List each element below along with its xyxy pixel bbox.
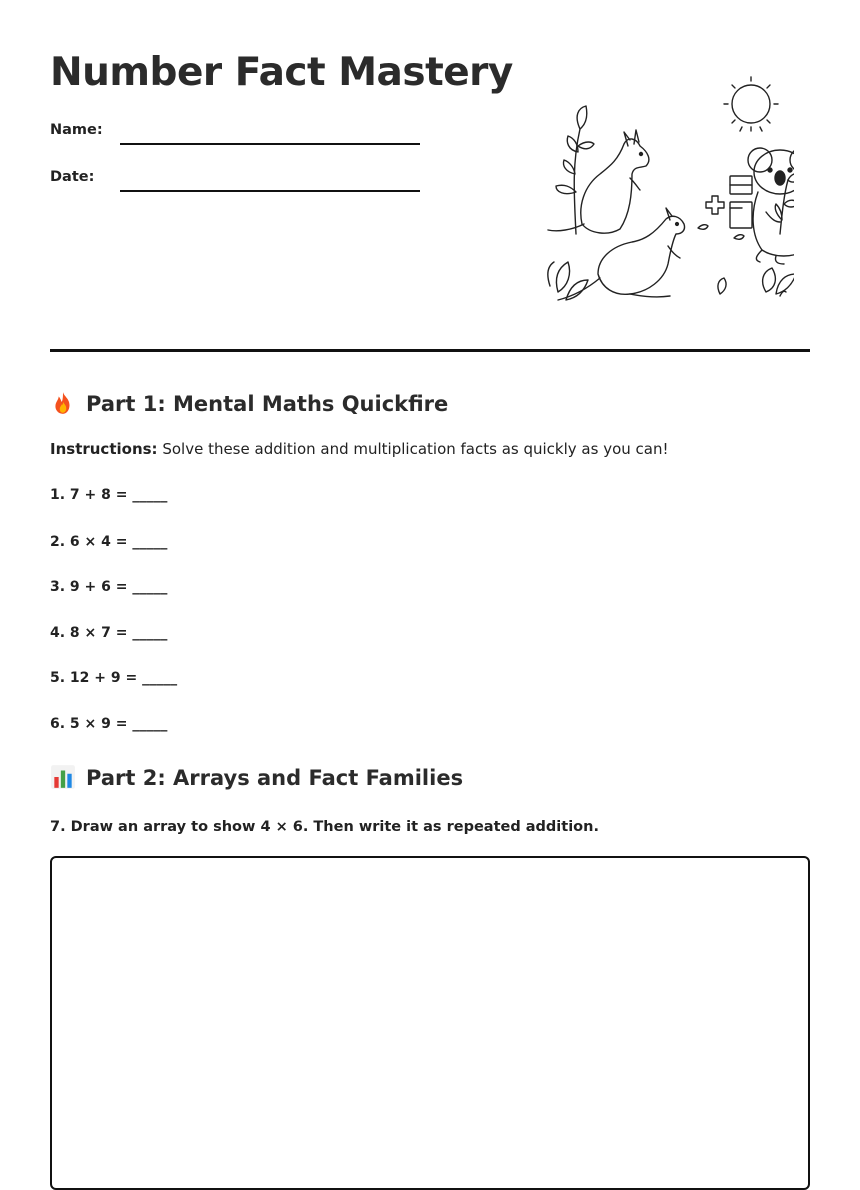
sun-icon <box>724 77 778 131</box>
instructions-label: Instructions: <box>50 440 158 458</box>
instructions-text: Solve these addition and multiplication facts as quickly as you can! <box>157 440 669 458</box>
question-6[interactable]: 6. 5 × 9 = _____ <box>50 716 168 732</box>
section-divider <box>50 349 810 352</box>
name-label: Name: <box>50 122 103 138</box>
kangaroo-icon <box>548 130 649 233</box>
gumleaf-icon <box>548 262 588 300</box>
date-line[interactable] <box>120 190 420 192</box>
page-title: Number Fact Mastery <box>50 50 513 95</box>
plus-icon <box>706 176 752 228</box>
question-3[interactable]: 3. 9 + 6 = _____ <box>50 579 168 595</box>
date-label: Date: <box>50 169 95 185</box>
australian-animals-illustration <box>544 74 794 314</box>
instructions <box>50 440 669 458</box>
name-line[interactable] <box>120 143 420 145</box>
part2-heading-text: Part 2: Arrays and Fact Families <box>86 766 464 790</box>
question-2[interactable]: 2. 6 × 4 = _____ <box>50 534 168 550</box>
part2-heading <box>50 764 463 790</box>
gumleaf-icon <box>698 173 794 296</box>
question-7: 7. Draw an array to show 4 × 6. Then write it as repeated addition. <box>50 819 599 835</box>
part1-heading-text: Part 1: Mental Maths Quickfire <box>86 392 449 416</box>
question-5[interactable]: 5. 12 + 9 = _____ <box>50 670 178 686</box>
array-answer-box[interactable] <box>50 856 810 1190</box>
question-4[interactable]: 4. 8 × 7 = _____ <box>50 625 168 641</box>
part1-heading <box>50 390 448 416</box>
joey-icon <box>558 208 685 300</box>
question-1[interactable]: 1. 7 + 8 = _____ <box>50 487 168 503</box>
gumleaf-icon <box>556 106 594 234</box>
bar-chart-icon <box>50 764 76 790</box>
fire-icon <box>50 390 76 416</box>
